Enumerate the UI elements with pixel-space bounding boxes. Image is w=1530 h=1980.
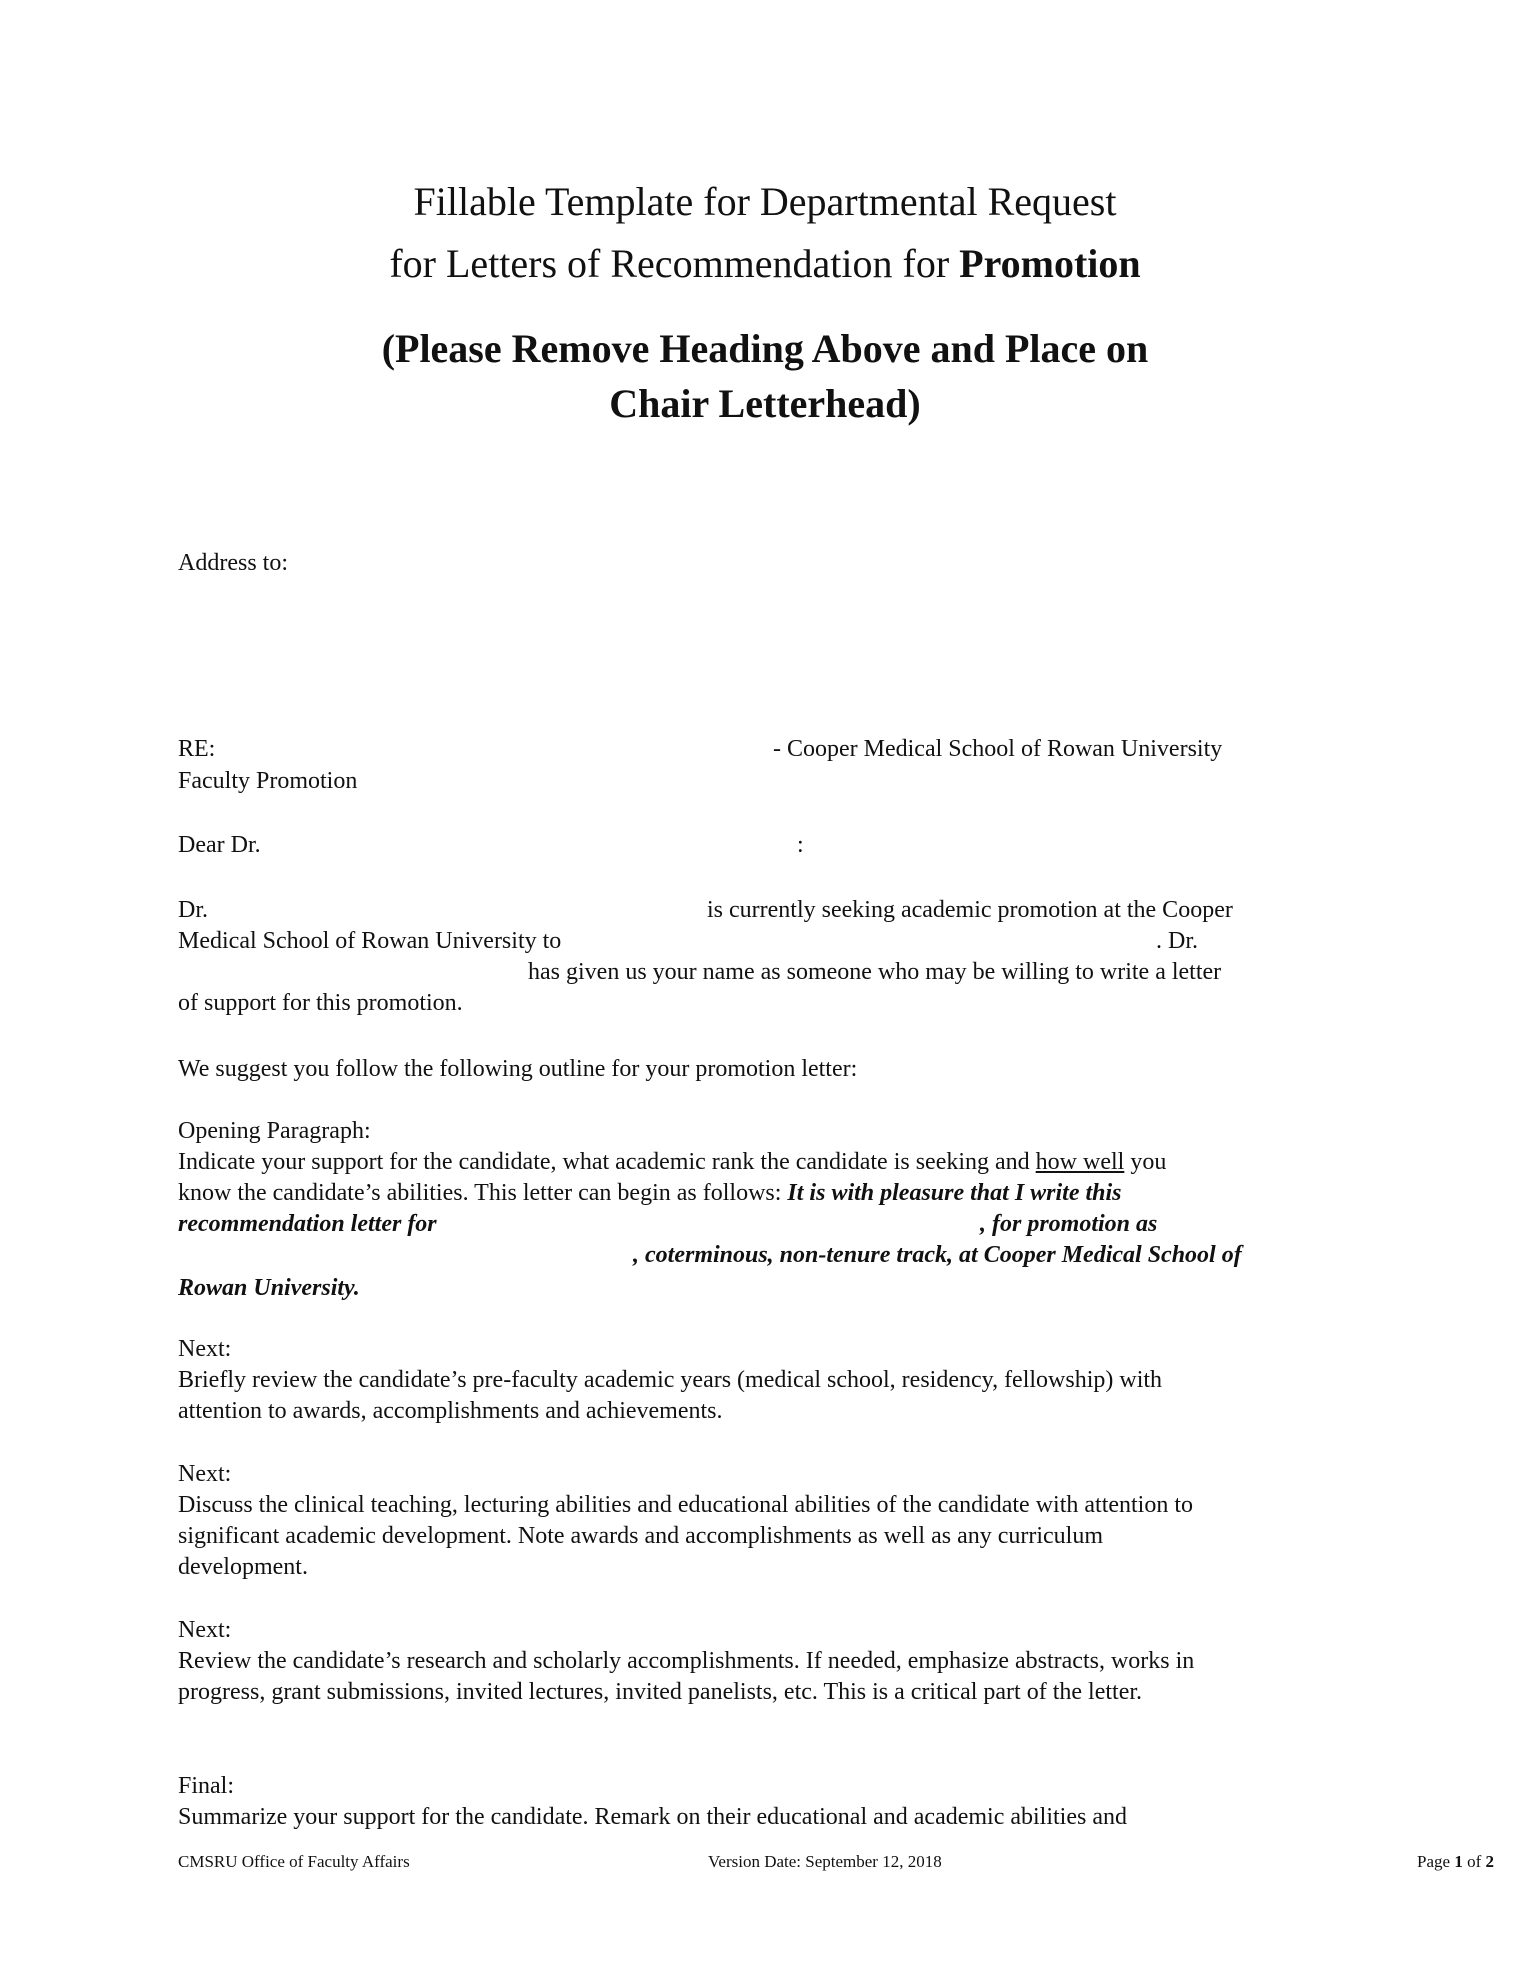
opening-underline-how-well: how well — [1035, 1149, 1125, 1175]
document-title-line-1: Fillable Template for Departmental Request — [413, 179, 1117, 224]
next-2-line-3: development. — [178, 1554, 308, 1580]
next-3-line-1: Review the candidate’s research and scholarly accomplishments. If needed, emphasize abstracts, works in — [178, 1648, 1195, 1674]
title-bold-promotion: Promotion — [959, 241, 1141, 286]
footer-page-of: of — [1462, 1852, 1486, 1871]
opening-sample-rowan: Rowan University. — [178, 1275, 360, 1301]
opening-line-1-end: you — [1124, 1149, 1167, 1175]
next-1-label: Next: — [178, 1336, 232, 1362]
footer-version-date: Version Date: September 12, 2018 — [708, 1852, 942, 1871]
opening-sample-start: It is with pleasure that I write this — [787, 1180, 1122, 1206]
intro-dr-2: . Dr. — [1156, 928, 1198, 954]
intro-support: of support for this promotion. — [178, 990, 463, 1016]
next-2-line-1: Discuss the clinical teaching, lecturing abilities and educational abilities of the candidate with attention to — [178, 1492, 1194, 1518]
opening-sample-coterminous: , coterminous, non-tenure track, at Cooper Medical School of — [633, 1242, 1242, 1268]
next-3-line-2: progress, grant submissions, invited lectures, invited panelists, etc. This is a critical part of the letter. — [178, 1679, 1143, 1705]
footer-office: CMSRU Office of Faculty Affairs — [178, 1852, 410, 1871]
intro-dr-1: Dr. — [178, 897, 208, 923]
next-1-line-2: attention to awards, accomplishments and achievements. — [178, 1398, 723, 1424]
re-label: RE: — [178, 736, 216, 762]
footer-page-current: 1 — [1454, 1852, 1463, 1871]
opening-line-1 — [178, 1149, 1166, 1176]
next-2-line-2: significant academic development. Note awards and accomplishments as well as any curriculum — [178, 1523, 1104, 1549]
intro-medical-school: Medical School of Rowan University to — [178, 928, 562, 954]
intro-seeking: is currently seeking academic promotion at the Cooper — [707, 897, 1233, 923]
footer-page-total: 2 — [1485, 1852, 1494, 1871]
re-school: - Cooper Medical School of Rowan University — [773, 736, 1223, 762]
document-title-line-2 — [0, 240, 1530, 287]
intro-given-name: has given us your name as someone who may be willing to write a letter — [528, 959, 1222, 985]
next-3-label: Next: — [178, 1617, 232, 1643]
salutation-prefix: Dear Dr. — [178, 832, 261, 858]
final-line-1: Summarize your support for the candidate. Remark on their educational and academic abilities and — [178, 1804, 1127, 1830]
final-label: Final: — [178, 1773, 235, 1799]
opening-sample-recommendation: recommendation letter for — [178, 1211, 437, 1237]
next-1-line-1: Briefly review the candidate’s pre-faculty academic years (medical school, residency, fellowship) with — [178, 1367, 1163, 1393]
title-prefix: for Letters of Recommendation for — [389, 241, 960, 286]
address-label: Address to: — [178, 550, 288, 576]
outline-intro: We suggest you follow the following outline for your promotion letter: — [178, 1056, 858, 1082]
footer-page-prefix: Page — [1417, 1852, 1455, 1871]
heading-line-2: Chair Letterhead) — [609, 381, 921, 426]
salutation-colon: : — [797, 832, 804, 858]
opening-sample-promotion-as: , for promotion as — [980, 1211, 1158, 1237]
heading-line-1: (Please Remove Heading Above and Place on — [381, 326, 1149, 371]
opening-line-2 — [178, 1180, 1122, 1207]
opening-line-1-text: Indicate your support for the candidate, what academic rank the candidate is seeking and — [178, 1149, 1036, 1175]
opening-line-2-text: know the candidate’s abilities. This letter can begin as follows: — [178, 1180, 788, 1206]
opening-label: Opening Paragraph: — [178, 1118, 371, 1144]
footer-page-number — [1417, 1852, 1494, 1872]
re-subject: Faculty Promotion — [178, 768, 358, 794]
next-2-label: Next: — [178, 1461, 232, 1487]
